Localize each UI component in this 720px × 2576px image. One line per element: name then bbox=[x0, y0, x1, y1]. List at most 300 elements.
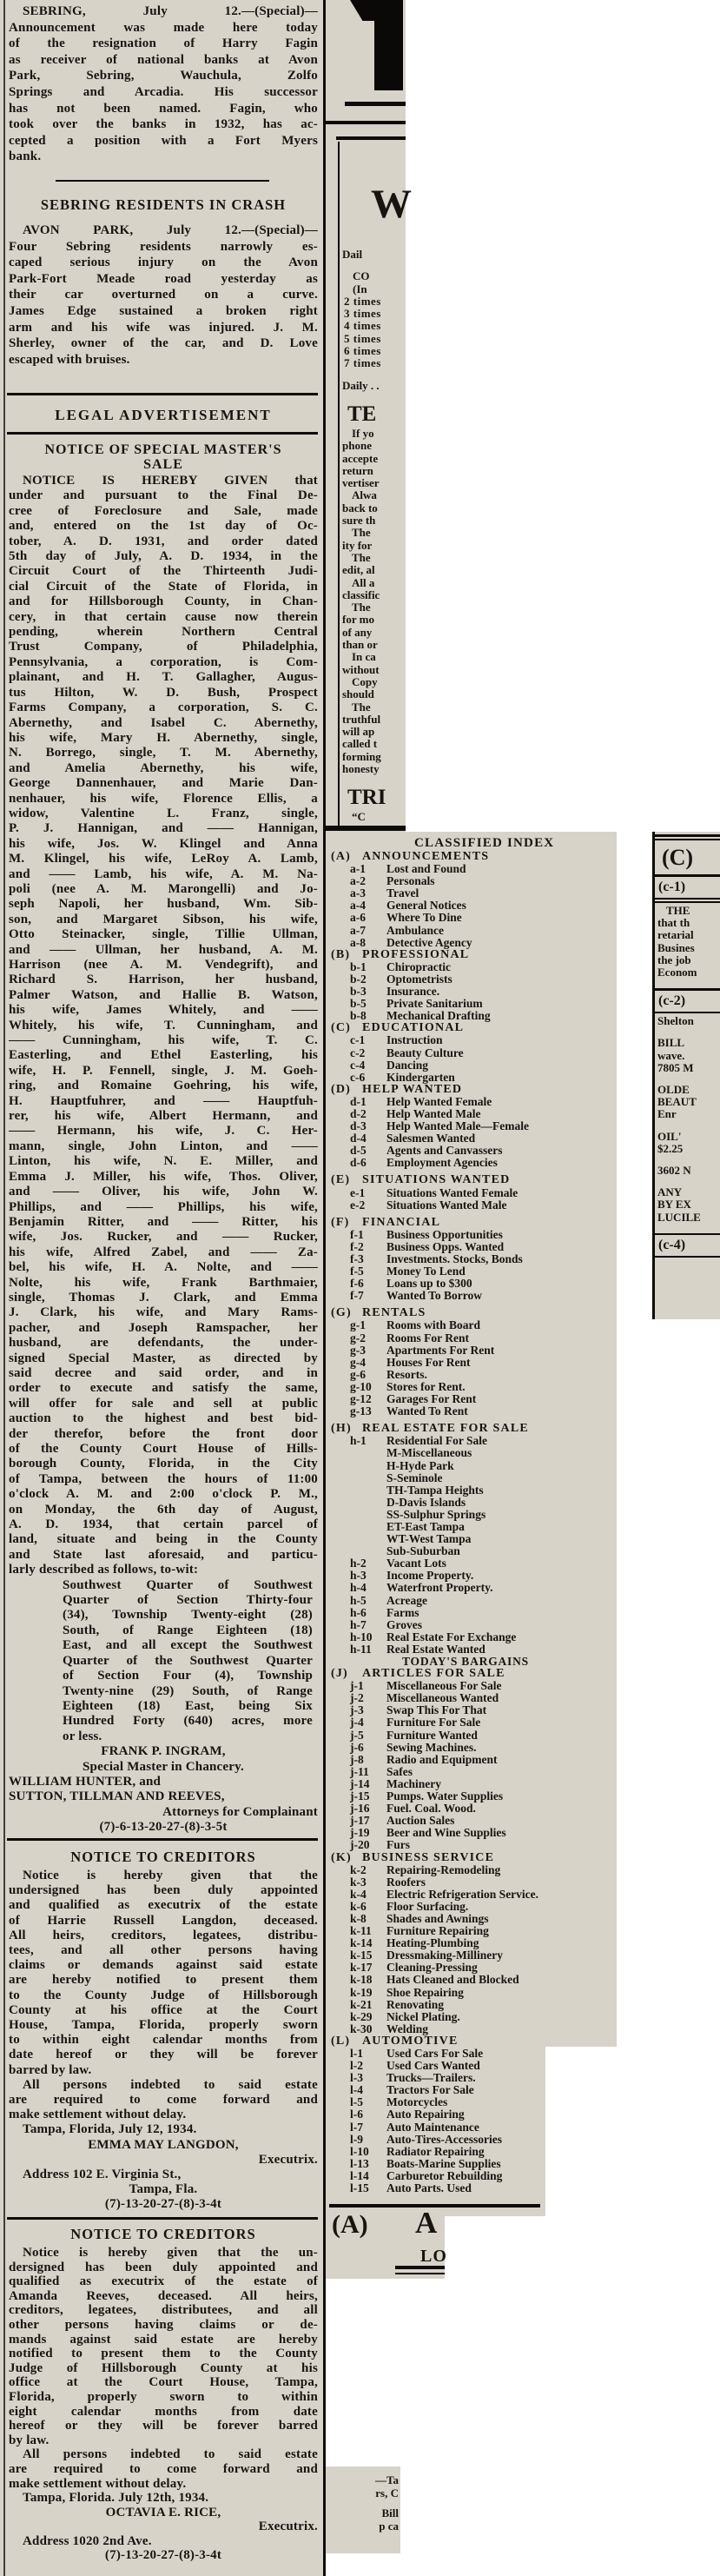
legal-text-line: Nolte, his wife, Frank Barthmaier, bbox=[9, 1275, 318, 1290]
index-label: Waterfront Property. bbox=[386, 1582, 493, 1595]
index-row bbox=[331, 1344, 616, 1357]
index-label: Chiropractic bbox=[386, 960, 451, 973]
index-code: h-1 bbox=[350, 1435, 367, 1448]
index-label: TH-Tampa Heights bbox=[386, 1484, 484, 1497]
index-label: Machinery bbox=[386, 1777, 441, 1790]
signature-line: (7)-6-13-20-27-(8)-3-5t bbox=[99, 1820, 228, 1835]
index-label: Agents and Canvassers bbox=[386, 1145, 503, 1158]
index-label: Residential For Sale bbox=[386, 1435, 487, 1448]
index-label: Motorcycles bbox=[386, 2096, 448, 2109]
index-code: j-11 bbox=[350, 1765, 369, 1778]
creditors2-top-rule bbox=[7, 2217, 318, 2220]
legal-ad-bottom-rule bbox=[7, 432, 318, 435]
index-label: Hats Cleaned and Blocked bbox=[386, 1974, 519, 1987]
sale-title-line2: SALE bbox=[143, 457, 183, 472]
legal-text-line: barred by law. bbox=[9, 2062, 92, 2077]
index-row bbox=[331, 1852, 616, 1864]
signature-line: Attorneys for Complainant bbox=[162, 1804, 318, 1819]
index-label: Personals bbox=[386, 875, 435, 888]
clipped-text-fragment: The bbox=[352, 700, 371, 714]
legal-text-line: and —— Oliver, his wife, John W. bbox=[9, 1185, 318, 1199]
clipped-text-fragment: classific bbox=[342, 588, 380, 601]
index-row bbox=[331, 875, 616, 887]
index-label: Auto Repairing bbox=[386, 2108, 465, 2121]
index-code: b-3 bbox=[350, 986, 367, 999]
legal-text-line: M. Klingel, his wife, LeRoy A. Lamb, bbox=[9, 852, 318, 866]
clipped-text-fragment: The bbox=[352, 601, 371, 614]
masthead-rule-2 bbox=[326, 121, 406, 124]
index-row bbox=[331, 1034, 616, 1046]
clipped-text-fragment: sure th bbox=[342, 515, 376, 528]
index-label: Business Opps. Wanted bbox=[386, 1240, 505, 1253]
index-code: l-15 bbox=[350, 2182, 369, 2195]
index-row bbox=[331, 1357, 616, 1369]
index-row bbox=[331, 1307, 616, 1319]
index-row bbox=[331, 1864, 616, 1876]
index-row bbox=[331, 986, 616, 998]
index-label: Boats-Marine Supplies bbox=[386, 2157, 501, 2170]
index-label: Trucks—Trailers. bbox=[386, 2072, 476, 2085]
land-description bbox=[63, 1578, 313, 1744]
legal-text-line: seph Napoli, her husband, Wm. Sib- bbox=[9, 897, 318, 912]
index-code: a-1 bbox=[350, 863, 366, 876]
legal-text-line: claims or demands against said estate bbox=[9, 1958, 318, 1973]
index-code: j-14 bbox=[350, 1777, 370, 1790]
index-row bbox=[331, 1132, 616, 1145]
index-label: Wanted To Rent bbox=[386, 1405, 468, 1418]
clipped-text-fragment: rs, C bbox=[375, 2486, 399, 2500]
index-row bbox=[331, 1595, 616, 1607]
legal-text-line: Judge of Hillsborough County at his bbox=[9, 2360, 318, 2375]
rc-rule bbox=[655, 898, 720, 900]
clipped-text-fragment: 3 times bbox=[344, 308, 381, 321]
rc-code-c4: (c-4) bbox=[658, 1237, 686, 1252]
index-code: l-1 bbox=[350, 2048, 363, 2060]
index-label: Shoe Repairing bbox=[386, 1986, 464, 1999]
index-label: Help Wanted Male bbox=[386, 1107, 481, 1120]
index-row bbox=[331, 1974, 616, 1986]
index-row bbox=[331, 1059, 616, 1072]
index-code: l-13 bbox=[350, 2157, 369, 2170]
index-label: WT-West Tampa bbox=[386, 1533, 472, 1546]
legal-text-line: Linton, his wife, N. E. Miller, and bbox=[9, 1154, 318, 1169]
index-row bbox=[331, 2146, 616, 2158]
clipped-text-fragment: “C bbox=[352, 811, 366, 824]
index-row bbox=[331, 851, 616, 863]
index-code: a-6 bbox=[350, 912, 366, 925]
index-code: (B) bbox=[331, 948, 351, 961]
legal-text-line: his wife, James Whitely, and —— bbox=[9, 1003, 318, 1018]
index-code: g-1 bbox=[350, 1319, 366, 1332]
right-classified-column bbox=[655, 833, 720, 1259]
index-label: Help Wanted Female bbox=[386, 1095, 492, 1108]
index-code: (L) bbox=[331, 2035, 351, 2048]
crash-headline: SEBRING RESIDENTS IN CRASH bbox=[40, 196, 287, 213]
legal-text-line: der therefor, before the front door bbox=[9, 1426, 318, 1441]
article-line: their car overturned on a curve. bbox=[9, 288, 318, 302]
clipped-text-fragment: Daily . . bbox=[342, 379, 380, 392]
clipped-text-fragment: Bill bbox=[381, 2506, 399, 2520]
article-line: took over the banks in 1932, has ac- bbox=[9, 117, 318, 132]
signature-line: FRANK P. INGRAM, bbox=[101, 1744, 226, 1759]
wantad-box-left-rule bbox=[338, 142, 340, 828]
legal-text-line: Quarter of Section Thirty-four bbox=[63, 1593, 313, 1608]
index-row bbox=[331, 1533, 616, 1545]
legal-text-line: H. Hauptfuhrer, and —— Hauptfuh- bbox=[9, 1093, 318, 1108]
index-code: l-2 bbox=[350, 2060, 363, 2073]
index-label: Used Cars For Sale bbox=[386, 2048, 484, 2060]
index-row bbox=[331, 1901, 616, 1913]
legal-text-line: his wife, Mary H. Abernethy, single, bbox=[9, 730, 318, 745]
clipped-text-fragment: ANY bbox=[657, 1186, 683, 1199]
article-line: Springs and Arcadia. His successor bbox=[9, 84, 318, 99]
index-label: Shades and Awnings bbox=[386, 1912, 489, 1925]
index-code: b-2 bbox=[350, 973, 367, 986]
legal-text-line: (7)-13-20-27-(8)-3-4t bbox=[104, 2197, 222, 2212]
index-code: b-8 bbox=[350, 1010, 367, 1023]
classified-index-title: CLASSIFIED INDEX bbox=[414, 836, 555, 850]
index-code: h-3 bbox=[350, 1570, 367, 1583]
index-row bbox=[331, 925, 616, 937]
clipped-text-fragment: ity for bbox=[342, 539, 373, 552]
masthead-letter-fragment bbox=[374, 0, 403, 90]
index-label: Electric Refrigeration Service. bbox=[386, 1888, 539, 1901]
legal-text-line: by law. bbox=[9, 2433, 50, 2447]
clipped-text-fragment: Enr bbox=[657, 1108, 677, 1121]
legal-text-line: East, and all except the Southwest bbox=[63, 1638, 313, 1653]
index-row bbox=[331, 1570, 616, 1582]
clipped-text-fragment: return bbox=[342, 464, 373, 477]
clipped-text-fragment: will ap bbox=[342, 726, 375, 739]
index-code: d-1 bbox=[350, 1095, 367, 1108]
legal-text-line: are required to come forward and bbox=[9, 2093, 318, 2108]
rc-rule bbox=[655, 1012, 720, 1013]
index-label: Furniture Repairing bbox=[386, 1925, 489, 1938]
index-code: c-2 bbox=[350, 1046, 366, 1059]
legal-text-line: and for Hillsborough County, in Chan- bbox=[9, 594, 318, 609]
index-code: j-16 bbox=[350, 1803, 370, 1816]
index-row bbox=[331, 1876, 616, 1889]
rc-code-c2: (c-2) bbox=[658, 993, 686, 1009]
index-row bbox=[331, 1484, 616, 1497]
index-label: ANNOUNCEMENTS bbox=[362, 851, 490, 863]
clipped-text-fragment: should bbox=[342, 688, 374, 701]
index-row bbox=[331, 1145, 616, 1157]
index-label: Auto Maintenance bbox=[386, 2121, 479, 2134]
legal-text-line: All persons indebted to said estate bbox=[23, 2447, 318, 2462]
legal-text-line: husband, are defendants, the under- bbox=[9, 1336, 318, 1351]
index-label: D-Davis Islands bbox=[386, 1496, 466, 1509]
index-row bbox=[331, 2023, 616, 2035]
legal-text-line: J. Clark, his wife, and Mary Rams- bbox=[9, 1305, 318, 1320]
legal-text-line: Eighteen (18) East, being Six bbox=[63, 1698, 313, 1713]
index-label: BUSINESS SERVICE bbox=[362, 1851, 495, 1864]
index-row bbox=[331, 973, 616, 986]
index-code: (G) bbox=[331, 1307, 352, 1320]
clipped-text-fragment: of any bbox=[342, 626, 373, 639]
index-row bbox=[331, 2096, 616, 2108]
index-row bbox=[331, 1290, 616, 1302]
index-label: Insurance. bbox=[386, 986, 440, 999]
rc-instruction-ad bbox=[655, 905, 720, 979]
index-label: Dressmaking-Millinery bbox=[386, 1949, 503, 1962]
legal-text-line: cial Circuit of the State of Florida, in bbox=[9, 579, 318, 594]
legal-text-line: land, situate and being in the County bbox=[9, 1532, 318, 1547]
clipped-text-fragment: wave. bbox=[657, 1049, 685, 1062]
index-code: h-10 bbox=[350, 1630, 373, 1643]
index-label: Houses For Rent bbox=[386, 1356, 471, 1369]
legal-text-line: Harrison (nee A. M. Vendegrift), and bbox=[9, 958, 318, 972]
legal-text-line: cery, in that certain cause now therein bbox=[9, 609, 318, 624]
creditors1-top-rule bbox=[7, 1838, 318, 1841]
legal-text-line: Otto Steinacker, single, Tillie Ullman, bbox=[9, 927, 318, 942]
index-label: EDUCATIONAL bbox=[362, 1022, 465, 1035]
rc-ad-olde-beauty bbox=[655, 1084, 720, 1121]
index-code: j-15 bbox=[350, 1790, 370, 1803]
legal-text-line: eight calendar months from date bbox=[9, 2404, 318, 2419]
legal-text-line: —— Cunningham, his wife, T. C. bbox=[9, 1033, 318, 1048]
legal-text-line: undersigned has been duly appointed bbox=[9, 1883, 318, 1898]
index-label: Auto-Tires-Accessories bbox=[386, 2133, 502, 2146]
index-label: Private Sanitarium bbox=[386, 998, 483, 1011]
index-label: Renovating bbox=[386, 1998, 445, 2011]
index-code: j-3 bbox=[350, 1704, 364, 1717]
legal-text-line: Phillips, and —— Phillips, his wife, bbox=[9, 1199, 318, 1214]
legal-text-line: tober, A. D. 1931, and order dated bbox=[9, 534, 318, 548]
clipped-text-fragment: honesty bbox=[342, 762, 380, 775]
clipped-text-fragment: The bbox=[352, 527, 371, 540]
legal-text-line: and —— Ullman, her husband, A. M. bbox=[9, 942, 318, 957]
announcements-big-letter: A bbox=[415, 2206, 438, 2240]
index-label: Carburetor Rebuilding bbox=[386, 2169, 503, 2182]
classified-index-rows bbox=[331, 851, 616, 2194]
index-label: Where To Dine bbox=[386, 912, 462, 925]
index-code: j-6 bbox=[350, 1741, 364, 1754]
clipped-text-fragment: CO bbox=[353, 270, 370, 283]
clipped-text-fragment: for mo bbox=[342, 614, 374, 627]
clipped-text-fragment: without bbox=[342, 663, 380, 676]
article-line: Sherley, owner of the car, and D. Love bbox=[9, 336, 318, 351]
index-row bbox=[331, 1925, 616, 1937]
rc-shelton-line: Shelton bbox=[657, 1015, 694, 1028]
legal-text-line: Southwest Quarter of Southwest bbox=[63, 1577, 313, 1592]
legal-text-line: pacher, and Joseph Ramspacher, her bbox=[9, 1320, 318, 1335]
article-line: James Edge sustained a broken right bbox=[9, 303, 318, 318]
index-code: g-3 bbox=[350, 1344, 366, 1357]
legal-text-line: and qualified as executrix of the estate bbox=[9, 1898, 318, 1913]
index-row bbox=[331, 1742, 616, 1754]
index-row bbox=[331, 1174, 616, 1186]
legal-text-line: his wife, Alfred Zabel, and —— Za- bbox=[9, 1245, 318, 1259]
rc-rule bbox=[655, 901, 720, 903]
index-row bbox=[331, 1704, 616, 1716]
rc-ad-lucile bbox=[655, 1186, 720, 1224]
index-code: (F) bbox=[331, 1216, 350, 1229]
index-row bbox=[331, 863, 616, 875]
index-label: Lost and Found bbox=[386, 863, 466, 876]
legal-text-line: Richard S. Harrison, her husband, bbox=[9, 973, 318, 987]
legal-text-line: A. D. 1934, that certain parcel of bbox=[9, 1517, 318, 1532]
legal-text-line: signed Special Master, as directed by bbox=[9, 1351, 318, 1365]
legal-text-line: George Dannenhauer, and Marie Dan- bbox=[9, 776, 318, 791]
legal-text-line: of Tampa, between the hours of 11:00 bbox=[9, 1471, 318, 1486]
index-code: j-5 bbox=[350, 1729, 364, 1742]
index-row bbox=[331, 1716, 616, 1729]
index-label: Stores for Rent. bbox=[386, 1380, 466, 1393]
index-label: M-Miscellaneous bbox=[386, 1447, 472, 1460]
index-code: a-4 bbox=[350, 900, 366, 913]
legal-text-line: Emma J. Miller, his wife, Thos. Oliver, bbox=[9, 1169, 318, 1184]
index-label: Welding bbox=[386, 2022, 429, 2035]
masthead-rule-1 bbox=[345, 102, 406, 106]
index-label: Optometrists bbox=[386, 973, 452, 986]
clipped-text-fragment: Dail bbox=[342, 249, 363, 261]
index-row bbox=[331, 1937, 616, 1949]
index-label: Furniture For Sale bbox=[386, 1716, 481, 1730]
legal-text-line: Notice is hereby given that the un- bbox=[23, 2246, 318, 2260]
legal-text-line: are required to come forward and bbox=[9, 2461, 318, 2476]
clipped-text-fragment: back to bbox=[342, 501, 378, 515]
masthead-rule-3 bbox=[336, 136, 406, 140]
legal-text-line: rer, his wife, Albert Hermann, and bbox=[9, 1109, 318, 1124]
index-row bbox=[331, 1108, 616, 1120]
signature-line: WILLIAM HUNTER, and bbox=[9, 1774, 162, 1789]
index-label: Miscellaneous For Sale bbox=[386, 1680, 502, 1693]
index-row bbox=[331, 1754, 616, 1766]
index-code: k-29 bbox=[350, 2010, 373, 2023]
clipped-text-fragment: than or bbox=[342, 639, 378, 652]
sebring-resignation-article bbox=[9, 3, 318, 165]
index-row bbox=[331, 1022, 616, 1034]
legal-text-line: are hereby notified to present them bbox=[9, 1973, 318, 1988]
legal-text-line: and Amelia Abernethy, his wife, bbox=[9, 760, 318, 775]
clipped-text-fragment: THE bbox=[666, 905, 690, 917]
article-line: AVON PARK, July 12.—(Special)— bbox=[23, 223, 318, 237]
legal-text-line: to within eight calendar months from bbox=[9, 2033, 318, 2048]
index-label: Salesmen Wanted bbox=[386, 1132, 476, 1145]
column-divider-rule bbox=[323, 0, 326, 2576]
sale-notice-body-block bbox=[9, 474, 318, 1836]
legal-text-line: Florida, properly sworn to within bbox=[9, 2389, 318, 2404]
index-row bbox=[331, 1582, 616, 1594]
index-label: Roofers bbox=[386, 1876, 426, 1889]
index-code: l-10 bbox=[350, 2145, 369, 2158]
index-label: Rooms with Board bbox=[386, 1319, 481, 1332]
index-label: Groves bbox=[386, 1618, 422, 1631]
index-row bbox=[331, 2121, 616, 2134]
index-code: e-2 bbox=[350, 1198, 366, 1212]
index-row bbox=[331, 2072, 616, 2084]
signature-line: SUTTON, TILLMAN AND REEVES, bbox=[9, 1789, 225, 1804]
clipped-text-fragment: The bbox=[352, 551, 371, 564]
article-line: cepted a position with a Fort Myers bbox=[9, 133, 318, 148]
article-divider bbox=[56, 180, 269, 182]
article-line: has not been named. Fagin, who bbox=[9, 101, 318, 116]
index-code: g-10 bbox=[350, 1380, 372, 1393]
index-code: l-3 bbox=[350, 2072, 363, 2085]
legal-text-line: on Monday, the 6th day of August, bbox=[9, 1502, 318, 1517]
article-line: as receiver of national banks at Avon bbox=[9, 52, 318, 67]
index-row bbox=[331, 1010, 616, 1022]
index-label: Vacant Lots bbox=[386, 1557, 446, 1570]
legal-text-line: mands against said estate are hereby bbox=[9, 2332, 318, 2347]
legal-text-line: Tampa, Florida. July 12th, 1934. bbox=[23, 2491, 209, 2506]
index-label: Auction Sales bbox=[386, 1815, 455, 1828]
clipped-text-fragment: forming bbox=[342, 750, 381, 763]
index-row bbox=[331, 1999, 616, 2011]
article-line: Announcement was made here today bbox=[9, 20, 318, 35]
index-row bbox=[331, 1229, 616, 1241]
index-code: e-1 bbox=[350, 1186, 366, 1199]
legal-text-line: NOTICE IS HEREBY GIVEN that bbox=[23, 474, 318, 488]
index-row bbox=[331, 1047, 616, 1059]
legal-text-line: House, Tampa, Florida, properly sworn bbox=[9, 2018, 318, 2033]
legal-text-line: Benjamin Ritter, and —— Ritter, his bbox=[9, 1214, 318, 1229]
index-code: k-15 bbox=[350, 1949, 373, 1962]
lost-and-found-fragment: LO bbox=[420, 2247, 447, 2266]
index-code: c-6 bbox=[350, 1071, 366, 1084]
index-label: Heating-Plumbing bbox=[386, 1937, 479, 1950]
legal-text-line: auction to the highest and best bid- bbox=[9, 1411, 318, 1426]
clipped-text-fragment: 6 times bbox=[344, 345, 381, 358]
legal-text-line: P. J. Hannigan, and —— Hannigan, bbox=[9, 821, 318, 836]
clipped-text-fragment: vertiser bbox=[342, 477, 380, 490]
index-code: d-5 bbox=[350, 1145, 367, 1158]
index-label: Resorts. bbox=[386, 1368, 427, 1381]
legal-text-line: dersigned has been duly appointed and bbox=[9, 2260, 318, 2274]
index-label: Ambulance bbox=[386, 924, 445, 937]
clipped-text-fragment: If yo bbox=[352, 427, 374, 440]
index-row bbox=[331, 2048, 616, 2060]
clipped-text-fragment: 7805 M bbox=[657, 1061, 694, 1074]
index-row bbox=[331, 1949, 616, 1962]
clipped-text-fragment: Busines bbox=[657, 941, 695, 954]
clipped-text-fragment: TRI bbox=[347, 786, 386, 810]
legal-text-line: EMMA MAY LANGDON, bbox=[88, 2137, 239, 2152]
index-row bbox=[331, 1889, 616, 1901]
article-line: arm and his wife was injured. J. M. bbox=[9, 320, 318, 335]
index-code: c-4 bbox=[350, 1059, 366, 1072]
index-row bbox=[331, 1730, 616, 1742]
index-label: Furniture Wanted bbox=[386, 1729, 478, 1742]
legal-text-line: tus Hilton, W. D. Bush, Prospect bbox=[9, 685, 318, 700]
index-code: f-7 bbox=[350, 1290, 364, 1303]
signature-line: Special Master in Chancery. bbox=[83, 1759, 244, 1774]
index-row bbox=[331, 1265, 616, 1278]
index-label: Beer and Wine Supplies bbox=[386, 1827, 506, 1840]
index-label: Employment Agencies bbox=[386, 1157, 498, 1170]
index-label: FINANCIAL bbox=[362, 1216, 441, 1229]
index-row bbox=[331, 1778, 616, 1790]
sale-notice-title bbox=[9, 442, 318, 472]
legal-text-line: of the County Court House of Hills- bbox=[9, 1442, 318, 1456]
index-row bbox=[331, 2011, 616, 2023]
index-code: a-2 bbox=[350, 875, 366, 888]
crash-article bbox=[9, 222, 318, 368]
creditors1-notice bbox=[9, 1869, 318, 2213]
index-code: f-5 bbox=[350, 1265, 364, 1278]
legal-text-line: Trust Company, of Philadelphia, bbox=[9, 640, 318, 654]
index-label: Used Cars Wanted bbox=[386, 2060, 480, 2073]
index-row bbox=[331, 2134, 616, 2146]
index-label: AUTOMOTIVE bbox=[362, 2035, 459, 2048]
index-code: k-11 bbox=[350, 1925, 372, 1938]
index-code: k-14 bbox=[350, 1937, 373, 1950]
clipped-text-fragment: that th bbox=[657, 917, 690, 930]
index-row bbox=[331, 2170, 616, 2182]
sale-body bbox=[9, 474, 318, 1578]
legal-text-line: All heirs, creditors, legatees, distribu- bbox=[9, 1928, 318, 1942]
